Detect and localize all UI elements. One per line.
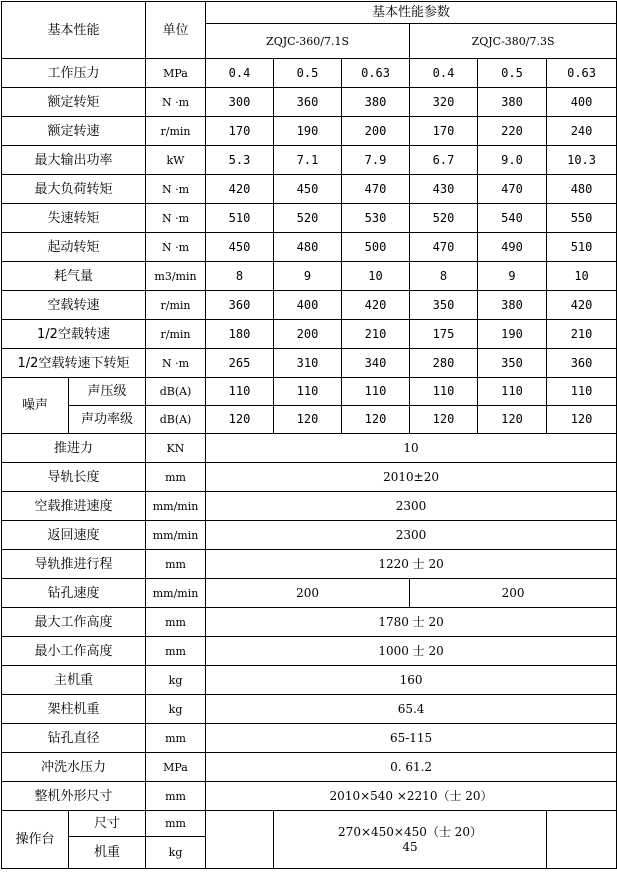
span-value: 160 (206, 666, 617, 695)
table-row (2, 782, 617, 811)
span-value: 1220 士 20 (206, 550, 617, 579)
span-value: 2300 (206, 492, 617, 521)
table-row (2, 724, 617, 753)
value-cell: 420 (547, 291, 617, 320)
header-model-b: ZQJC-380/7.3S (410, 24, 617, 59)
row-label: 最大输出功率 (2, 146, 146, 175)
row-label: 失速转矩 (2, 204, 146, 233)
value-cell: 450 (274, 175, 342, 204)
value-cell: 0.4 (410, 59, 478, 88)
table-row (2, 291, 617, 320)
value-cell: 110 (547, 378, 617, 406)
header-basic-perf: 基本性能 (2, 2, 146, 59)
value-cell: 190 (478, 320, 547, 349)
row-unit: mm (146, 637, 206, 666)
table-row (2, 117, 617, 146)
value-cell: 480 (547, 175, 617, 204)
row-unit: KN (146, 434, 206, 463)
value-cell: 9 (478, 262, 547, 291)
value-cell: 110 (478, 378, 547, 406)
row-label: 架柱机重 (2, 695, 146, 724)
noise-label: 噪声 (2, 378, 69, 434)
row-label: 工作压力 (2, 59, 146, 88)
console-weight-label: 机重 (69, 837, 146, 869)
value-cell: 420 (206, 175, 274, 204)
value-cell: 360 (547, 349, 617, 378)
row-unit: N ·m (146, 204, 206, 233)
value-cell: 500 (342, 233, 410, 262)
row-unit: mm/min (146, 492, 206, 521)
table-row (2, 262, 617, 291)
value-cell: 210 (547, 320, 617, 349)
table-row (2, 550, 617, 579)
row-label: 主机重 (2, 666, 146, 695)
value-cell: 540 (478, 204, 547, 233)
value-cell: 340 (342, 349, 410, 378)
drill-speed-label: 钻孔速度 (2, 579, 146, 608)
value-cell: 380 (478, 291, 547, 320)
spec-table (1, 1, 617, 869)
value-cell: 360 (206, 291, 274, 320)
value-cell: 110 (274, 378, 342, 406)
table-row (2, 175, 617, 204)
value-cell: 7.9 (342, 146, 410, 175)
value-cell: 120 (478, 406, 547, 434)
noise-sub-label: 声压级 (69, 378, 146, 406)
row-unit: kg (146, 695, 206, 724)
value-cell: 430 (410, 175, 478, 204)
table-row (2, 608, 617, 637)
span-value: 1780 士 20 (206, 608, 617, 637)
span-value: 1000 士 20 (206, 637, 617, 666)
value-cell: 9.0 (478, 146, 547, 175)
row-label: 推进力 (2, 434, 146, 463)
value-cell: 520 (274, 204, 342, 233)
row-label: 1/2空载转速下转矩 (2, 349, 146, 378)
value-cell: 240 (547, 117, 617, 146)
drill-speed-unit: mm/min (146, 579, 206, 608)
value-cell: 10.3 (547, 146, 617, 175)
value-cell: 200 (342, 117, 410, 146)
value-cell: 380 (342, 88, 410, 117)
value-cell: 470 (478, 175, 547, 204)
row-unit: mm/min (146, 521, 206, 550)
table-row (2, 204, 617, 233)
row-label: 空载转速 (2, 291, 146, 320)
value-cell: 470 (342, 175, 410, 204)
value-cell: 190 (274, 117, 342, 146)
value-cell: 530 (342, 204, 410, 233)
value-cell: 300 (206, 88, 274, 117)
value-cell: 0.4 (206, 59, 274, 88)
table-row (2, 406, 617, 434)
row-label: 导轨长度 (2, 463, 146, 492)
row-label: 整机外形尺寸 (2, 782, 146, 811)
row-unit: mm (146, 550, 206, 579)
span-value: 2300 (206, 521, 617, 550)
row-unit: mm (146, 608, 206, 637)
table-row (2, 146, 617, 175)
value-cell: 280 (410, 349, 478, 378)
console-label: 操作台 (2, 811, 69, 869)
console-values (274, 811, 547, 869)
table-row (2, 434, 617, 463)
row-unit: mm (146, 463, 206, 492)
row-unit: r/min (146, 320, 206, 349)
value-cell: 550 (547, 204, 617, 233)
value-cell: 210 (342, 320, 410, 349)
header-params: 基本性能参数 (206, 2, 617, 24)
value-cell: 490 (478, 233, 547, 262)
value-cell: 0.5 (478, 59, 547, 88)
row-unit: m3/min (146, 262, 206, 291)
value-cell: 200 (274, 320, 342, 349)
row-unit: mm (146, 724, 206, 753)
noise-sub-label: 声功率级 (69, 406, 146, 434)
row-unit: mm (146, 782, 206, 811)
row-unit: MPa (146, 753, 206, 782)
console-size-label: 尺寸 (69, 811, 146, 837)
value-cell: 170 (410, 117, 478, 146)
value-cell: 110 (206, 378, 274, 406)
row-label: 最小工作高度 (2, 637, 146, 666)
row-label: 耗气量 (2, 262, 146, 291)
value-cell: 350 (478, 349, 547, 378)
table-row (2, 88, 617, 117)
row-label: 空载推进速度 (2, 492, 146, 521)
value-cell: 420 (342, 291, 410, 320)
row-label: 最大工作高度 (2, 608, 146, 637)
row-unit: N ·m (146, 88, 206, 117)
row-label: 最大负荷转矩 (2, 175, 146, 204)
table-row (2, 695, 617, 724)
row-unit: kg (146, 666, 206, 695)
value-cell: 0.63 (547, 59, 617, 88)
drill-speed-value-a: 200 (206, 579, 410, 608)
table-row (2, 811, 617, 837)
span-value: 65-115 (206, 724, 617, 753)
span-value: 2010±20 (206, 463, 617, 492)
value-cell: 110 (410, 378, 478, 406)
table-row (2, 492, 617, 521)
span-value: 65.4 (206, 695, 617, 724)
drill-speed-value-b: 200 (410, 579, 617, 608)
span-value: 0. 61.2 (206, 753, 617, 782)
value-cell: 470 (410, 233, 478, 262)
row-unit: N ·m (146, 175, 206, 204)
value-cell: 510 (547, 233, 617, 262)
row-unit: r/min (146, 291, 206, 320)
row-unit: N ·m (146, 349, 206, 378)
value-cell: 10 (342, 262, 410, 291)
table-row (2, 59, 617, 88)
value-cell: 170 (206, 117, 274, 146)
table-row (2, 378, 617, 406)
row-label: 额定转矩 (2, 88, 146, 117)
value-cell: 400 (274, 291, 342, 320)
value-cell: 110 (342, 378, 410, 406)
value-cell: 0.63 (342, 59, 410, 88)
value-cell: 510 (206, 204, 274, 233)
table-row (2, 233, 617, 262)
value-cell: 450 (206, 233, 274, 262)
row-unit: dB(A) (146, 406, 206, 434)
value-cell: 360 (274, 88, 342, 117)
console-weight-value: 45 (402, 839, 418, 854)
value-cell: 6.7 (410, 146, 478, 175)
value-cell: 7.1 (274, 146, 342, 175)
value-cell: 8 (206, 262, 274, 291)
value-cell: 310 (274, 349, 342, 378)
value-cell: 400 (547, 88, 617, 117)
value-cell: 350 (410, 291, 478, 320)
console-size-unit: mm (146, 811, 206, 837)
value-cell: 320 (410, 88, 478, 117)
table-row (2, 463, 617, 492)
row-label: 额定转速 (2, 117, 146, 146)
row-label: 返回速度 (2, 521, 146, 550)
table-row (2, 521, 617, 550)
value-cell: 120 (342, 406, 410, 434)
value-cell: 120 (547, 406, 617, 434)
row-label: 1/2空载转速 (2, 320, 146, 349)
value-cell: 10 (547, 262, 617, 291)
value-cell: 380 (478, 88, 547, 117)
row-unit: dB(A) (146, 378, 206, 406)
row-label: 钻孔直径 (2, 724, 146, 753)
row-unit: r/min (146, 117, 206, 146)
table-row (2, 666, 617, 695)
value-cell: 5.3 (206, 146, 274, 175)
header-model-a: ZQJC-360/7.1S (206, 24, 410, 59)
console-weight-unit: kg (146, 837, 206, 869)
row-unit: MPa (146, 59, 206, 88)
value-cell: 175 (410, 320, 478, 349)
value-cell: 520 (410, 204, 478, 233)
row-label: 冲洗水压力 (2, 753, 146, 782)
header-unit: 单位 (146, 2, 206, 59)
row-unit: N ·m (146, 233, 206, 262)
value-cell: 0.5 (274, 59, 342, 88)
span-value: 10 (206, 434, 617, 463)
value-cell: 9 (274, 262, 342, 291)
value-cell: 8 (410, 262, 478, 291)
value-cell: 120 (206, 406, 274, 434)
value-cell: 120 (410, 406, 478, 434)
row-label: 导轨推进行程 (2, 550, 146, 579)
value-cell: 120 (274, 406, 342, 434)
console-size-value: 270×450×450（士 20） (338, 824, 482, 839)
value-cell: 480 (274, 233, 342, 262)
console-empty-cell (547, 811, 617, 869)
span-value: 2010×540 ×2210（士 20） (206, 782, 617, 811)
table-row (2, 753, 617, 782)
value-cell: 265 (206, 349, 274, 378)
console-empty-cell (206, 811, 274, 869)
table-row (2, 349, 617, 378)
table-row (2, 320, 617, 349)
value-cell: 220 (478, 117, 547, 146)
row-label: 起动转矩 (2, 233, 146, 262)
row-unit: kW (146, 146, 206, 175)
table-row (2, 579, 617, 608)
table-row (2, 637, 617, 666)
value-cell: 180 (206, 320, 274, 349)
